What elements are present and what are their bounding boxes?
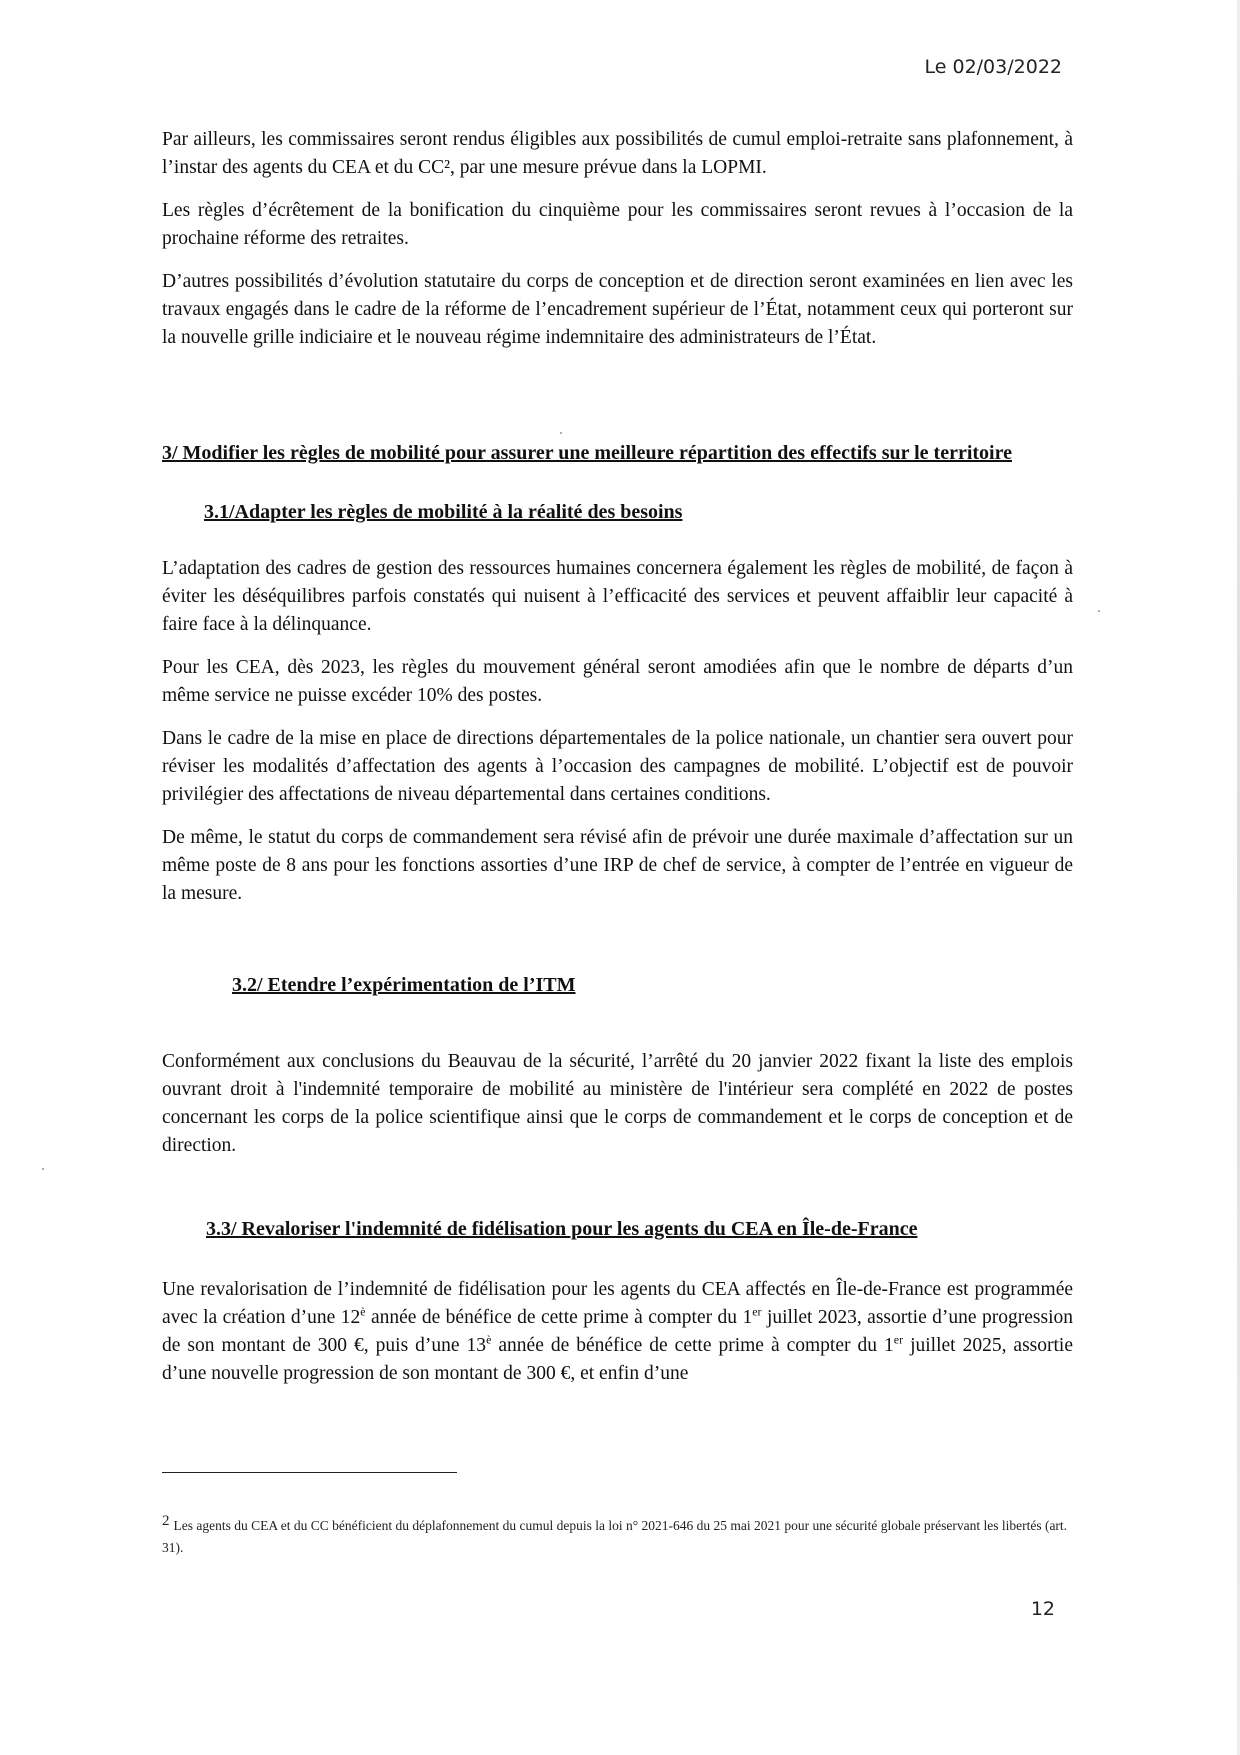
section-3-1-heading: 3.1/Adapter les règles de mobilité à la réalité des besoins <box>204 501 683 523</box>
section-3-3-heading: 3.3/ Revaloriser l'indemnité de fidélisation pour les agents du CEA en Île-de-France <box>206 1218 918 1240</box>
footnote-number: 2 <box>162 1513 170 1529</box>
document-date: Le 02/03/2022 <box>924 56 1062 78</box>
document-body <box>162 126 1073 1403</box>
paragraph-fidelisation: Une revalorisation de l’indemnité de fidélisation pour les agents du CEA affectés en Île-de-France est programmée avec la création d’une $12^è$ année de bénéfice de cette prime à compter du 1er juillet 2023, assortie d’une progression de son montant de 300 €, puis d’une $13^è$ année de bénéfice de cette prime à compter du 1er juillet 2025, assortie d’une nouvelle progression de son montant de 300 €, et enfin d’une <box>162 1279 1074 1384</box>
footnote-text: Les agents du CEA et du CC bénéficient du déplafonnement du cumul depuis la loi n° 2021-646 du 25 mai 2021 pour une sécurité globale préservant les libertés (art. 31). <box>162 1518 1068 1555</box>
paragraph-itm: Conformément aux conclusions du Beauvau de la sécurité, l’arrêté du 20 janvier 2022 fixant la liste des emplois ouvrant droit à l'indemnité temporaire de mobilité au ministère de l'intérieur sera complété en 2022 de postes concernant les corps de la police scientifique ainsi que le corps de commandement et le corps de conception et de direction. <box>162 1051 1073 1156</box>
footnote <box>162 1510 1077 1559</box>
paragraph-adaptation: L’adaptation des cadres de gestion des ressources humaines concernera également les règles de mobilité, de façon à éviter les déséquilibres parfois constatés qui nuisent à l’efficacité des services et peuvent affaiblir leur capacité à faire face à la délinquance. <box>162 558 1073 635</box>
paragraph-commandement: De même, le statut du corps de commandement sera révisé afin de prévoir une durée maximale d’affectation sur un même poste de 8 ans pour les fonctions assorties d’une IRP de chef de service, à compter de l’entrée en vigueur de la mesure. <box>162 827 1073 904</box>
paragraph-evolution: D’autres possibilités d’évolution statutaire du corps de conception et de direction seront examinées en lien avec les travaux engagés dans le cadre de la réforme de l’encadrement supérieur de l’État, notamment ceux qui porteront sur la nouvelle grille indiciaire et le nouveau régime indemnitaire des administrateurs de l’État. <box>162 271 1073 348</box>
footnote-separator <box>162 1472 457 1473</box>
scan-speck <box>560 432 562 434</box>
section-3-2-heading: 3.2/ Etendre l’expérimentation de l’ITM <box>232 974 576 996</box>
paragraph-directions: Dans le cadre de la mise en place de directions départementales de la police nationale, un chantier sera ouvert pour réviser les modalités d’affectation des agents à l’occasion des campagnes de mobilité. L’objectif est de pouvoir privilégier des affectations de niveau départemental dans certaines conditions. <box>162 728 1073 805</box>
paragraph-cumul: Par ailleurs, les commissaires seront rendus éligibles aux possibilités de cumul emploi-retraite sans plafonnement, à l’instar des agents du CEA et du CC², par une mesure prévue dans la LOPMI. <box>162 129 1073 178</box>
scan-speck <box>1098 610 1100 612</box>
section-3-heading: 3/ Modifier les règles de mobilité pour assurer une meilleure répartition des effectifs sur le territoire <box>162 442 1012 464</box>
page-number: 12 <box>1030 1598 1055 1620</box>
scan-speck <box>42 1168 44 1170</box>
paragraph-cea-2023: Pour les CEA, dès 2023, les règles du mouvement général seront amodiées afin que le nombre de départs d’un même service ne puisse excéder 10% des postes. <box>162 657 1073 706</box>
paragraph-ecretement: Les règles d’écrêtement de la bonification du cinquième pour les commissaires seront revues à l’occasion de la prochaine réforme des retraites. <box>162 200 1073 249</box>
